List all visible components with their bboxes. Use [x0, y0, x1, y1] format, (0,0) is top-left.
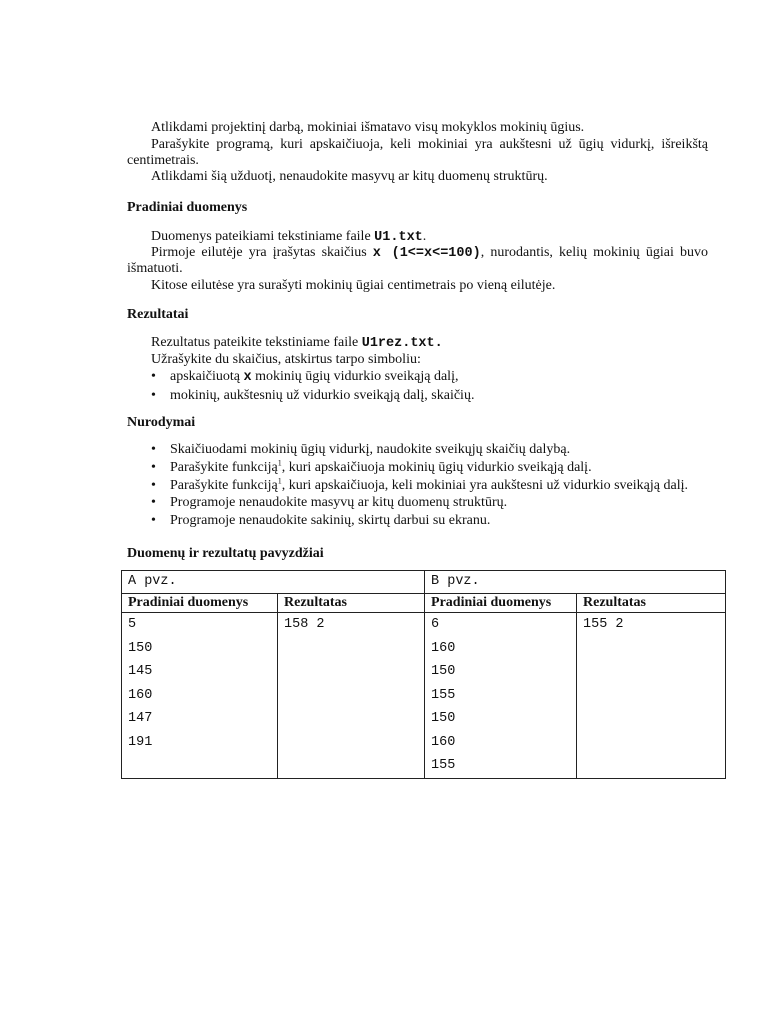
list-item: • Parašykite funkciją$^1$, kuri apskaičiuoja, keli mokiniai yra aukštesni už vidurkio sveikąją dalį.	[151, 475, 688, 493]
result-filename-code: U1rez.txt.	[361, 336, 443, 351]
list-item: • Programoje nenaudokite masyvų ar kitų duomenų struktūrų.	[151, 495, 508, 511]
col-header-input-b: Pradiniai duomenys	[425, 594, 577, 613]
col-header-result-a: Rezultatas	[278, 594, 425, 613]
intro-line-3: centimetrais.	[127, 153, 199, 168]
instructions-bullet-list	[148, 441, 688, 530]
list-item: • Programoje nenaudokite sakinių, skirtų darbui su ekranu.	[151, 513, 491, 529]
section-heading-instructions: Nurodymai	[127, 415, 196, 430]
example-b-label: B pvz.	[425, 571, 726, 594]
intro-line-2: Parašykite programą, kuri apskaičiuoja, keli mokiniai yra aukštesni už ūgių vidurkį, išreikštą	[151, 137, 708, 152]
example-b-result: 155 2	[577, 613, 726, 779]
examples-table	[121, 570, 726, 779]
list-item: • Skaičiuodami mokinių ūgių vidurkį, naudokite sveikųjų skaičių dalybą.	[151, 442, 571, 457]
filename-code: U1.txt	[374, 230, 423, 245]
list-item: • mokinių, aukštesnių už vidurkio sveikąją dalį, skaičių.	[151, 387, 475, 403]
example-a-label: A pvz.	[122, 571, 425, 594]
intro-line-4: Atlikdami šią užduotį, nenaudokite masyvų ar kitų duomenų struktūrų.	[151, 169, 548, 184]
list-item: • Parašykite funkciją$^1$, kuri apskaičiuoja mokinių ūgių vidurkio sveikąją dalį.	[151, 458, 592, 475]
intro-line-1: Atlikdami projektinį darbą, mokiniai išmatavo visų mokyklos mokinių ūgius.	[151, 120, 585, 135]
section-heading-results: Rezultatai	[127, 307, 189, 322]
col-header-result-b: Rezultatas	[577, 594, 726, 613]
range-code: x (1<=x<=100)	[372, 246, 481, 261]
results-bullet-list	[148, 368, 474, 405]
section-heading-examples: Duomenų ir rezultatų pavyzdžiai	[127, 546, 324, 561]
results-line-2: Užrašykite du skaičius, atskirtus tarpo simboliu:	[151, 352, 421, 367]
input-line-3: išmatuoti.	[127, 261, 183, 276]
section-heading-input: Pradiniai duomenys	[127, 200, 248, 215]
example-a-input: 5 150 145 160 147 191	[122, 613, 278, 779]
col-header-input-a: Pradiniai duomenys	[122, 594, 278, 613]
list-item: • apskaičiuotą x mokinių ūgių vidurkio sveikąją dalį,	[151, 369, 459, 385]
input-line-4: Kitose eilutėse yra surašyti mokinių ūgiai centimetrais po vieną eilutėje.	[151, 278, 556, 293]
input-line-1: Duomenys pateikiami tekstiniame faile U1.txt.	[151, 229, 427, 245]
input-line-2: Pirmoje eilutėje yra įrašytas skaičius x (1<=x<=100), nurodantis, kelių mokinių ūgiai buvo	[151, 245, 708, 261]
results-line-1: Rezultatus pateikite tekstiniame faile U1rez.txt.	[151, 335, 443, 351]
example-b-input: 6 160 150 155 150 160 155	[425, 613, 577, 779]
example-a-result: 158 2	[278, 613, 425, 779]
